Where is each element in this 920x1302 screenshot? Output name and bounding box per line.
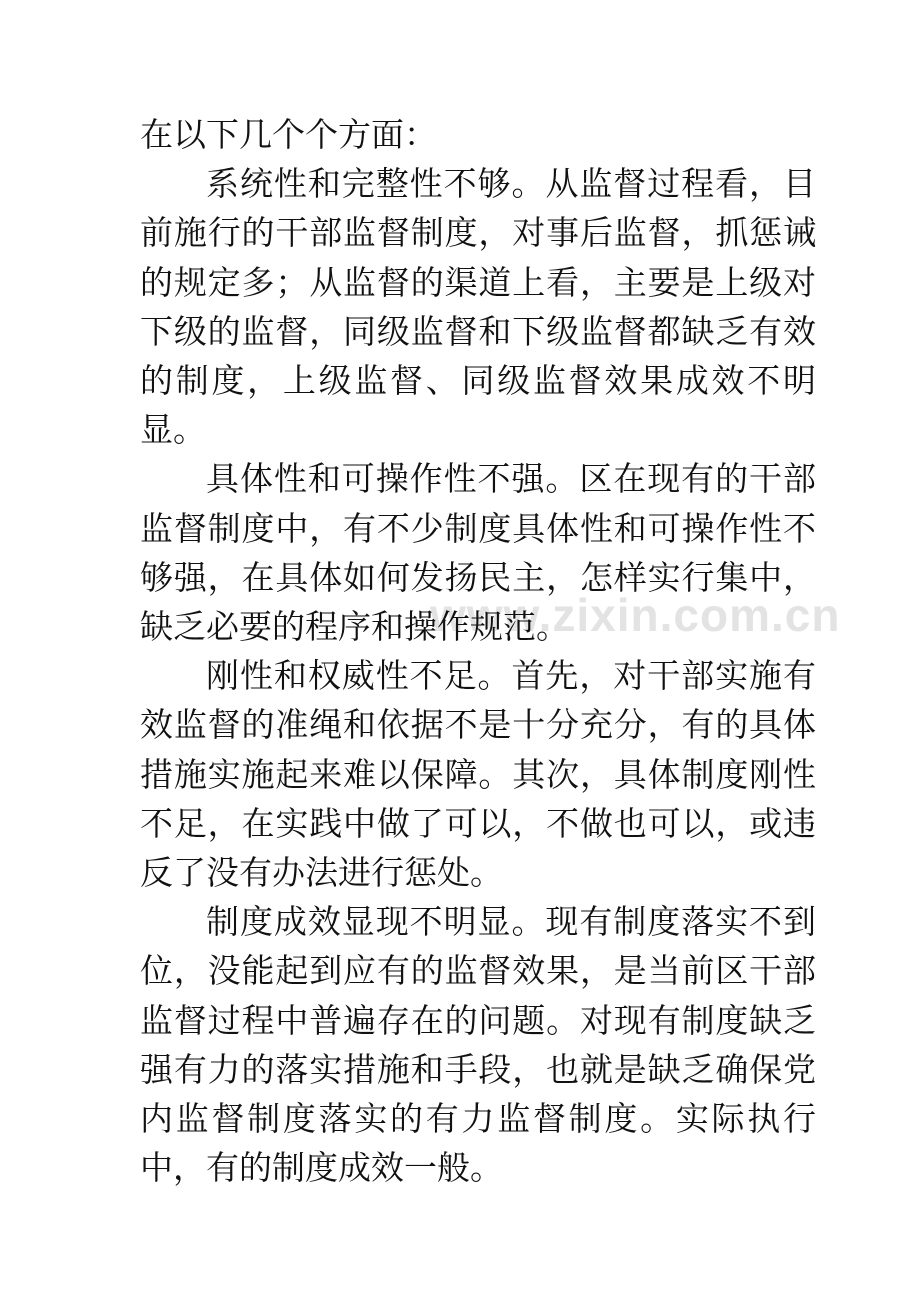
paragraph-system-completeness: 系统性和完整性不够。从监督过程看，目前施行的干部监督制度，对事后监督，抓惩诫的规定多；从监督的渠道上看，主要是上级对下级的监督，同级监督和下级监督都缺乏有效的制度，上级监督、同级监督效果成效不明显。	[140, 164, 816, 450]
paragraph-rigidity-authority: 刚性和权威性不足。首先，对干部实施有效监督的准绳和依据不是十分充分，有的具体措施实施起来难以保障。其次，具体制度刚性不足，在实践中做了可以，不做也可以，或违反了没有办法进行惩处。	[140, 656, 816, 893]
paragraph-system-effectiveness: 制度成效显现不明显。现有制度落实不到位，没能起到应有的监督效果，是当前区干部监督过程中普遍存在的问题。对现有制度缺乏强有力的落实措施和手段，也就是缺乏确保党内监督制度落实的有力监督制度。实际执行中，有的制度成效一般。	[140, 902, 816, 1188]
lead-line: 在以下几个个方面：	[140, 115, 437, 154]
document-body	[140, 110, 816, 1192]
paragraph-specific-operability: 具体性和可操作性不强。区在现有的干部监督制度中，有不少制度具体性和可操作性不够强，在具体如何发扬民主，怎样实行集中，缺乏必要的程序和操作规范。	[140, 459, 816, 647]
watermark: www.zixin.com.cn	[430, 589, 841, 641]
